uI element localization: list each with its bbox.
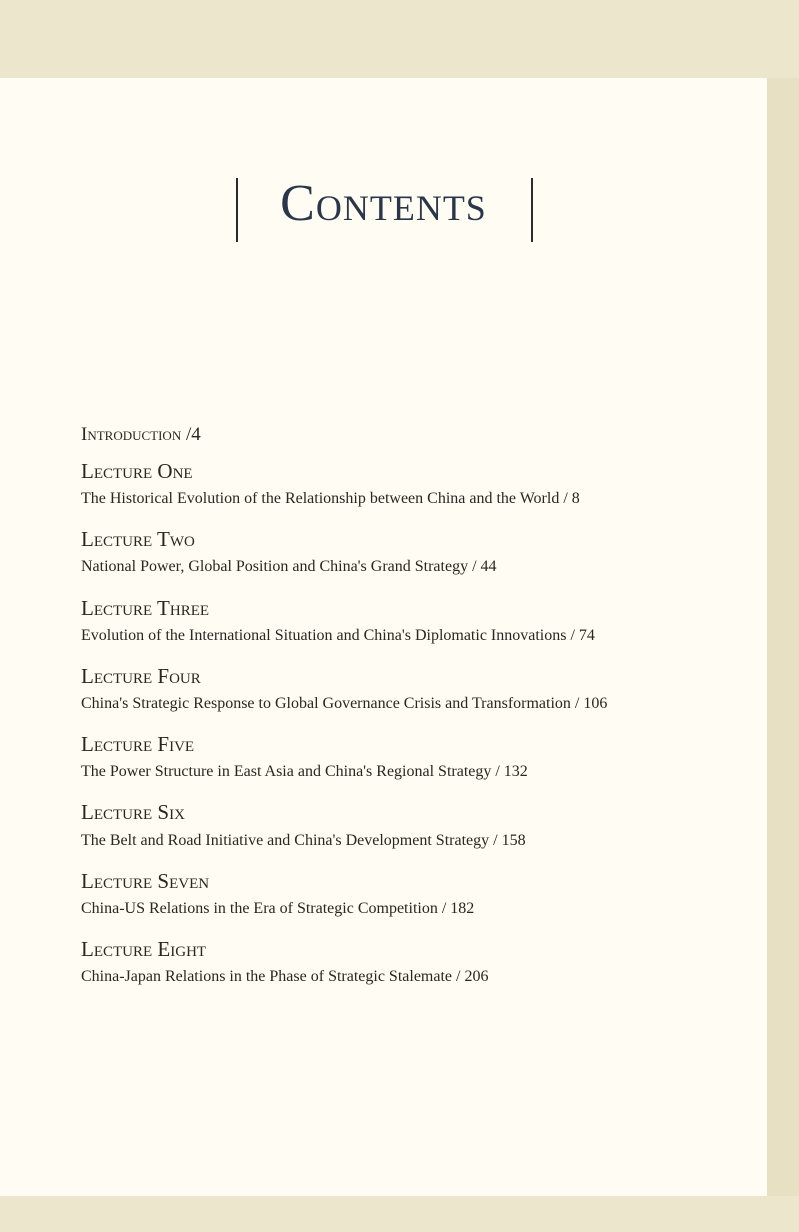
page-title: Contents [280, 175, 487, 232]
toc-entry-lecture-three [81, 597, 741, 645]
lecture-heading: Lecture Two [81, 527, 195, 552]
lecture-heading: Lecture Eight [81, 936, 207, 961]
title-right-rule [531, 178, 533, 242]
lecture-subtitle: The Power Structure in East Asia and China's Regional Strategy / 132 [81, 763, 528, 781]
lecture-subtitle: China's Strategic Response to Global Governance Crisis and Transformation / 106 [81, 694, 608, 712]
toc-entry-lecture-five [81, 733, 741, 781]
lecture-heading: Lecture Six [81, 800, 185, 825]
toc-entry-lecture-eight [81, 938, 741, 986]
lecture-heading: Lecture Three [81, 595, 210, 620]
lecture-heading: Lecture Five [81, 732, 195, 757]
lecture-subtitle: National Power, Global Position and China's Grand Strategy / 44 [81, 558, 497, 576]
lecture-subtitle: China-US Relations in the Era of Strategic Competition / 182 [81, 899, 475, 917]
toc-entry-lecture-six [81, 801, 741, 849]
table-of-contents [81, 424, 741, 1006]
toc-entry-lecture-seven [81, 870, 741, 918]
book-page [0, 78, 767, 1196]
lecture-subtitle: Evolution of the International Situation and China's Diplomatic Innovations / 74 [81, 626, 595, 644]
toc-introduction: Introduction /4 [81, 424, 201, 445]
page-edge [767, 78, 799, 1196]
title-area [0, 175, 767, 232]
lecture-heading: Lecture One [81, 459, 193, 483]
lecture-subtitle: The Belt and Road Initiative and China's Development Strategy / 158 [81, 831, 526, 849]
lecture-subtitle: The Historical Evolution of the Relationship between China and the World / 8 [81, 490, 580, 508]
toc-entry-lecture-four [81, 665, 741, 713]
lecture-heading: Lecture Seven [81, 868, 210, 893]
toc-entry-lecture-two [81, 528, 741, 576]
toc-entry-lecture-one [81, 460, 741, 508]
lecture-subtitle: China-Japan Relations in the Phase of Strategic Stalemate / 206 [81, 968, 489, 986]
lecture-heading: Lecture Four [81, 663, 201, 688]
